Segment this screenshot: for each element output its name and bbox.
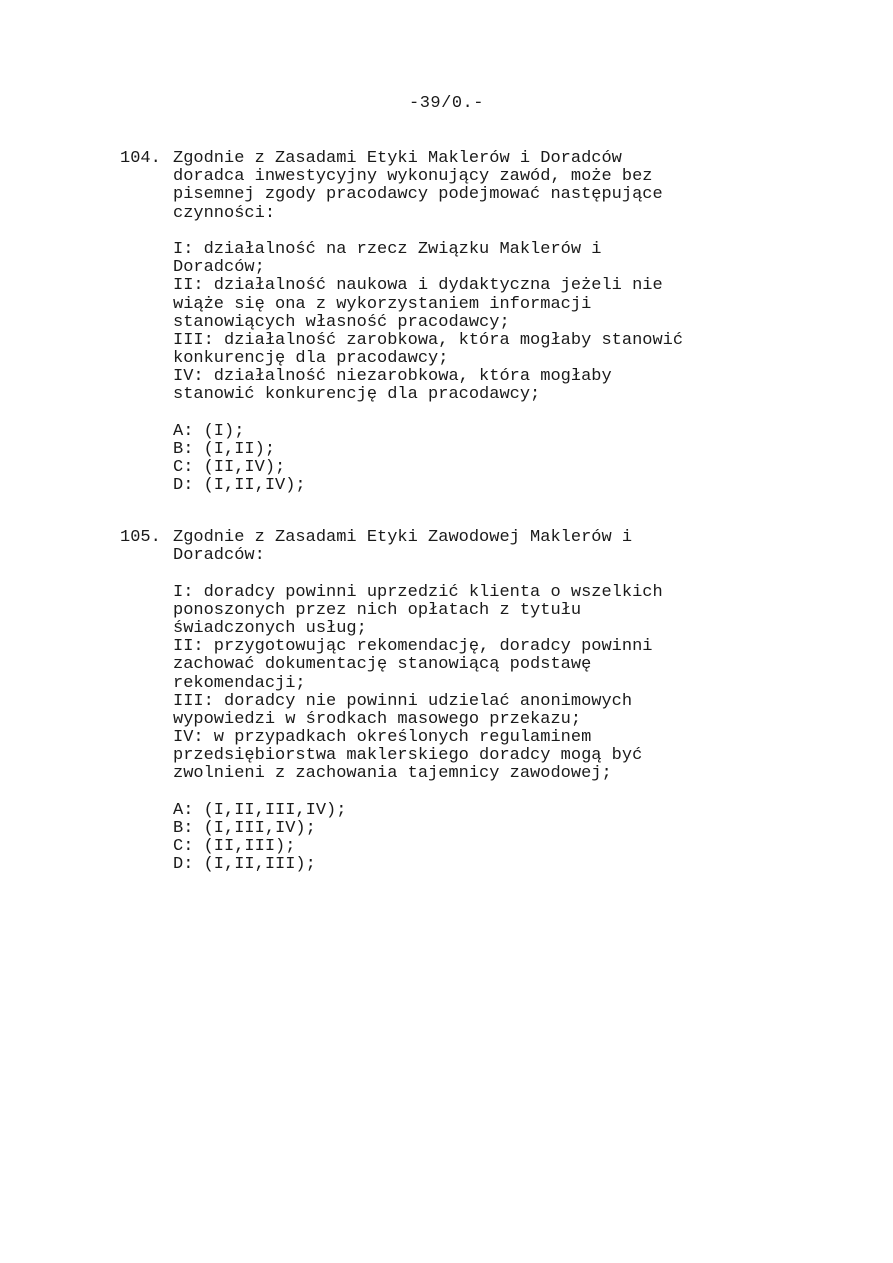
statement-line: wypowiedzi w środkach masowego przekazu; bbox=[173, 709, 582, 729]
statement-line: ponoszonych przez nich opłatach z tytułu bbox=[173, 600, 582, 620]
statement-line: I: doradcy powinni uprzedzić klienta o wszelkich bbox=[173, 582, 663, 602]
answer-option-c: C: (II,III); bbox=[173, 837, 296, 857]
answer-option-b: B: (I,II); bbox=[173, 440, 276, 459]
answer-option-b: B: (I,III,IV); bbox=[173, 819, 316, 838]
stem-line: pisemnej zgody pracodawcy podejmować następujące bbox=[173, 185, 663, 205]
stem-line: Zgodnie z Zasadami Etyki Zawodowej Maklerów i bbox=[173, 528, 633, 547]
stem-line: Doradców: bbox=[173, 546, 265, 566]
question-number: 104. bbox=[120, 149, 161, 168]
question-body bbox=[173, 529, 733, 875]
answer-option-d: D: (I,II,III); bbox=[173, 855, 316, 875]
statement-line: zachować dokumentację stanowiącą podstawę bbox=[173, 655, 592, 675]
question-body bbox=[173, 150, 733, 496]
stem-line: doradca inwestycyjny wykonujący zawód, może bez bbox=[173, 167, 653, 187]
statement-line: IV: w przypadkach określonych regulaminem bbox=[173, 728, 592, 748]
stem-line: czynności: bbox=[173, 203, 276, 223]
statement-list bbox=[173, 241, 733, 405]
statement-line: III: doradcy nie powinni udzielać anonimowych bbox=[173, 691, 633, 711]
statement-line: I: działalność na rzecz Związku Maklerów i bbox=[173, 239, 602, 259]
statement-line: zwolnieni z zachowania tajemnicy zawodowej; bbox=[173, 764, 612, 784]
statement-line: konkurencję dla pracodawcy; bbox=[173, 349, 449, 369]
question-stem bbox=[173, 150, 733, 223]
statement-line: świadczonych usług; bbox=[173, 618, 367, 638]
statement-line: przedsiębiorstwa maklerskiego doradcy mogą być bbox=[173, 746, 643, 766]
page-number: -39/0.- bbox=[409, 94, 484, 113]
question-stem bbox=[173, 529, 733, 565]
statement-line: III: działalność zarobkowa, która mogłaby stanowić bbox=[173, 330, 684, 350]
answer-option-c: C: (II,IV); bbox=[173, 458, 286, 478]
statement-line: II: działalność naukowa i dydaktyczna jeżeli nie bbox=[173, 276, 663, 296]
stem-line: Zgodnie z Zasadami Etyki Maklerów i Doradców bbox=[173, 149, 622, 168]
statement-list bbox=[173, 584, 733, 784]
statement-line: rekomendacji; bbox=[173, 673, 306, 693]
answer-option-a: A: (I); bbox=[173, 421, 245, 441]
statement-line: II: przygotowując rekomendację, doradcy powinni bbox=[173, 637, 653, 657]
answer-options bbox=[173, 802, 733, 875]
statement-line: stanowiących własność pracodawcy; bbox=[173, 312, 510, 332]
answer-option-d: D: (I,II,IV); bbox=[173, 476, 306, 496]
question-number: 105. bbox=[120, 528, 161, 547]
statement-line: wiąże się ona z wykorzystaniem informacji bbox=[173, 294, 592, 314]
statement-line: stanowić konkurencję dla pracodawcy; bbox=[173, 385, 541, 405]
answer-options bbox=[173, 423, 733, 496]
statement-line: IV: działalność niezarobkowa, która mogłaby bbox=[173, 367, 612, 387]
statement-line: Doradców; bbox=[173, 258, 265, 278]
answer-option-a: A: (I,II,III,IV); bbox=[173, 800, 347, 820]
